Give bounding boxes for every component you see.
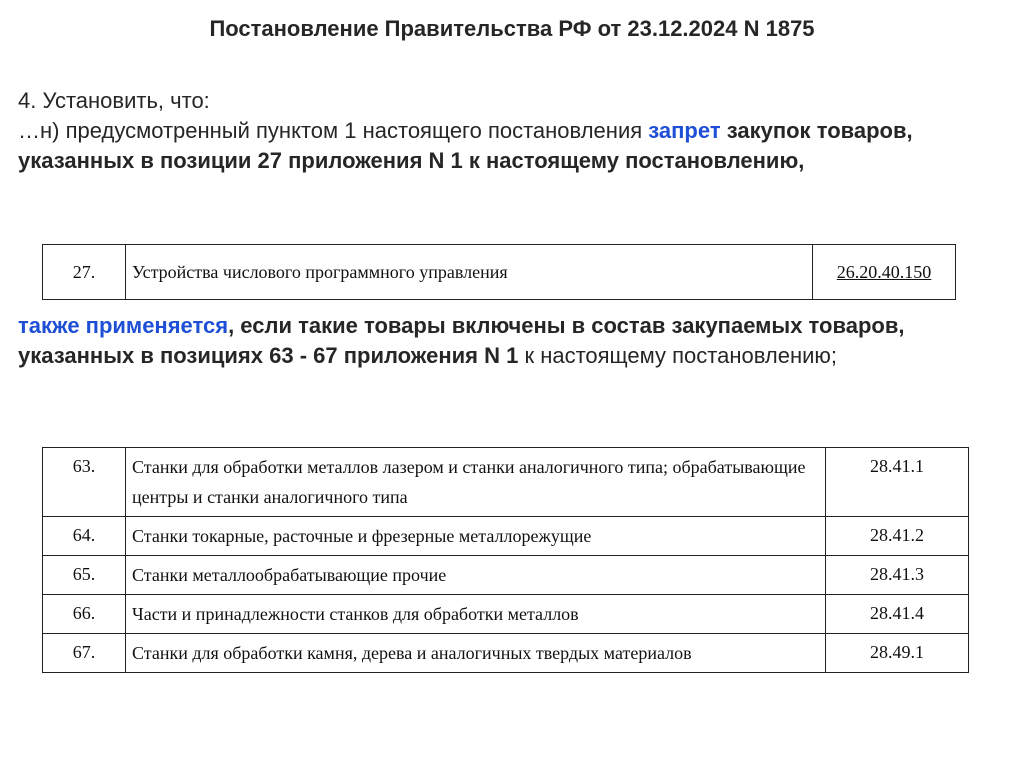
okpd-code-link[interactable]: 26.20.40.150: [813, 245, 956, 300]
paragraph-1-bold-rest: товаров, указанных в позиции 27 приложения N 1 к настоящему постановлению,: [18, 118, 913, 173]
table-row: [43, 634, 969, 673]
paragraph-1-body: [18, 116, 1008, 176]
row-code: 28.41.4: [826, 595, 969, 634]
paragraph-2: [18, 311, 1008, 371]
table-row: [43, 595, 969, 634]
highlight-also-applies: также применяется: [18, 313, 229, 338]
row-name: Станки металлообрабатывающие прочие: [126, 556, 826, 595]
row-name: Станки для обработки камня, дерева и аналогичных твердых материалов: [126, 634, 826, 673]
row-number: 63.: [43, 448, 126, 517]
row-number: 64.: [43, 517, 126, 556]
row-number: 66.: [43, 595, 126, 634]
table-row: [43, 556, 969, 595]
row-number: 67.: [43, 634, 126, 673]
paragraph-1-part-a: …н) предусмотренный пунктом 1 настоящего постановления: [18, 118, 649, 143]
paragraph-2-normal: к настоящему постановлению;: [518, 343, 838, 368]
row-code: 28.49.1: [826, 634, 969, 673]
row-name: Части и принадлежности станков для обработки металлов: [126, 595, 826, 634]
row-code: 28.41.3: [826, 556, 969, 595]
paragraph-2-bold: , если такие товары включены в состав закупаемых товаров, указанных в позициях 63 - 67 приложения N 1: [18, 313, 905, 368]
table-row: [43, 517, 969, 556]
row-name: Станки для обработки металлов лазером и станки аналогичного типа; обрабатывающие центры и станки аналогичного типа: [126, 448, 826, 517]
row-code: 28.41.1: [826, 448, 969, 517]
paragraph-1-part-b: закупок: [720, 118, 811, 143]
paragraph-1: [18, 86, 1008, 176]
row-number: 27.: [43, 245, 126, 300]
table-row: [43, 245, 956, 300]
table-row: [43, 448, 969, 517]
table-positions-63-67: [42, 447, 969, 673]
row-code: 28.41.2: [826, 517, 969, 556]
row-name: Устройства числового программного управления: [126, 245, 813, 300]
highlight-zapret: запрет: [648, 118, 721, 143]
row-name: Станки токарные, расточные и фрезерные металлорежущие: [126, 517, 826, 556]
paragraph-1-intro: 4. Установить, что:: [18, 88, 210, 113]
slide-title: Постановление Правительства РФ от 23.12.2024 N 1875: [209, 16, 815, 41]
table-position-27: [42, 244, 956, 300]
row-number: 65.: [43, 556, 126, 595]
